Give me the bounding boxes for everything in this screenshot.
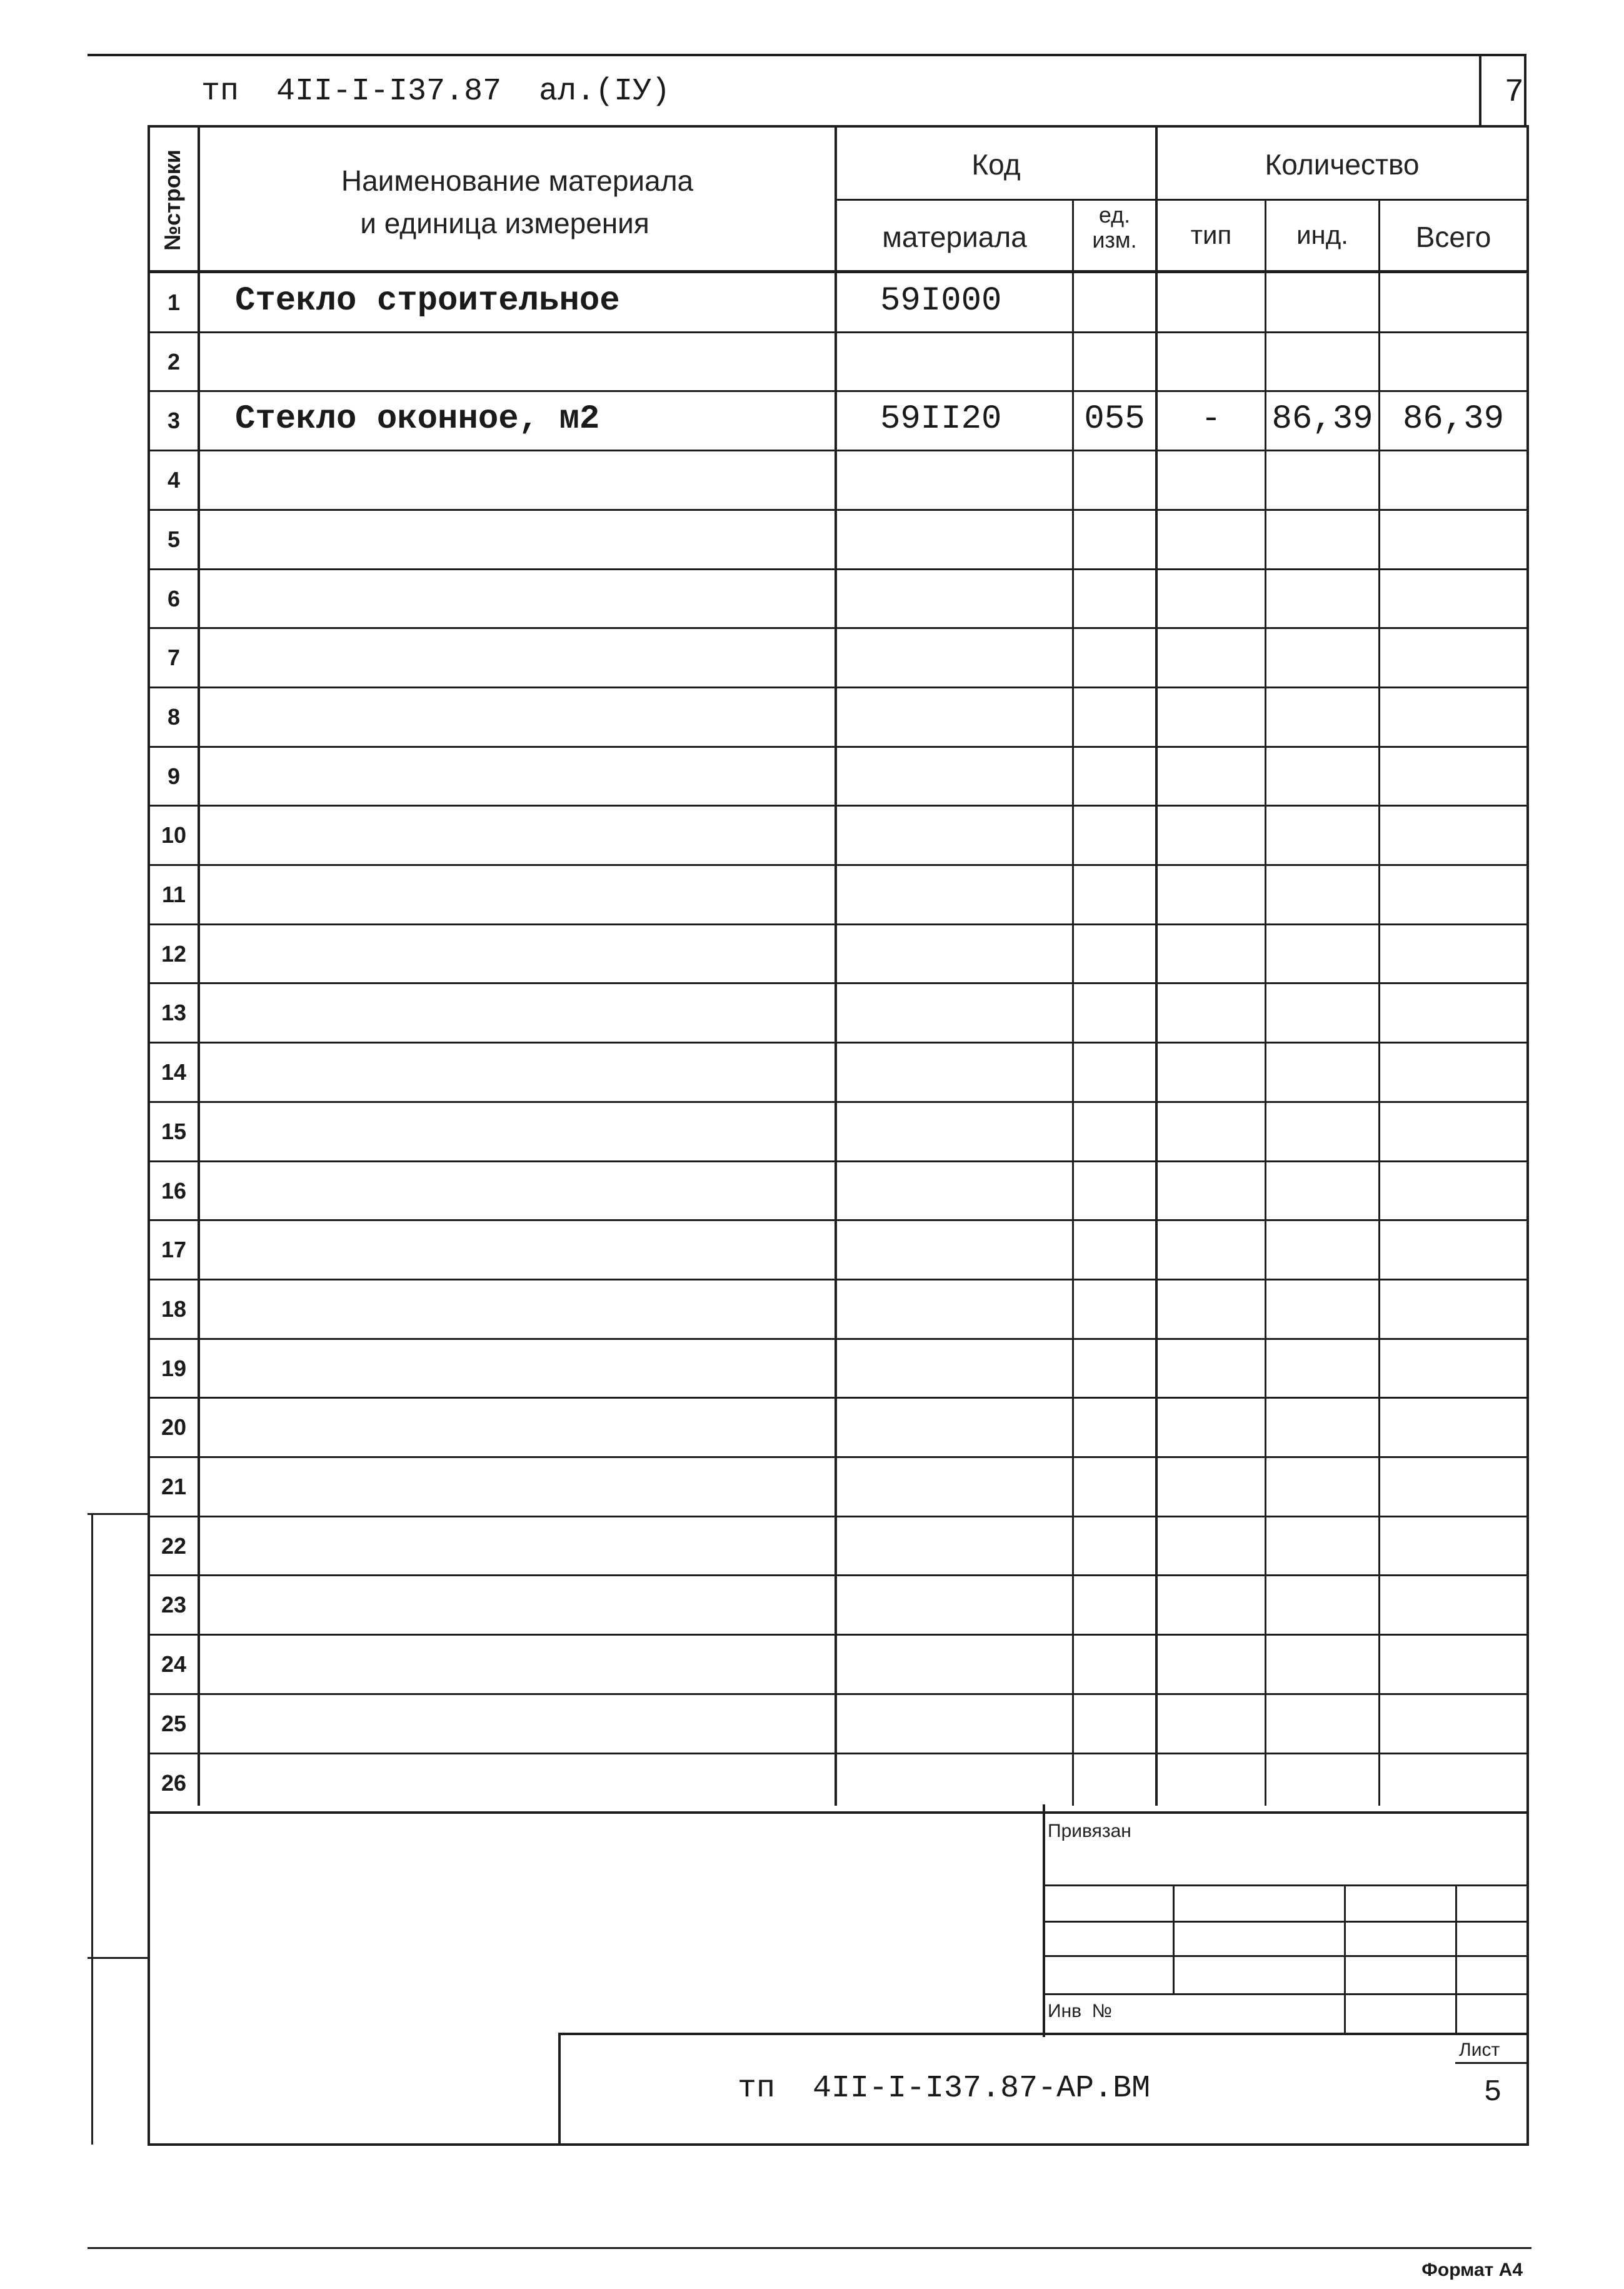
linked-label: Привязан xyxy=(1048,1821,1131,1841)
format-label: Формат А4 xyxy=(1421,2260,1523,2280)
quantity-total-header: Всего xyxy=(1415,221,1491,253)
document-code: тп 4II-I-I37.87-АР.ВМ xyxy=(738,2071,1151,2106)
material-name-header-line1: Наименование материала xyxy=(341,164,694,197)
table-row xyxy=(150,688,1526,747)
row-number: 9 xyxy=(167,763,181,789)
row-number-header: №строки xyxy=(159,149,185,251)
table-row xyxy=(150,1102,1526,1162)
row-number: 1 xyxy=(167,289,181,315)
row-number: 10 xyxy=(161,822,187,848)
unit-code-header xyxy=(1074,203,1155,253)
table-row xyxy=(150,1280,1526,1339)
table-row xyxy=(150,1398,1526,1457)
row-number: 15 xyxy=(161,1118,187,1144)
code-group-header: Код xyxy=(971,148,1021,181)
table-row xyxy=(150,925,1526,984)
quantity-ind-header: инд. xyxy=(1296,220,1348,249)
page-number: 7 xyxy=(1504,74,1524,111)
table-row xyxy=(150,1162,1526,1221)
table-row xyxy=(150,865,1526,925)
sheet-number: 5 xyxy=(1483,2076,1502,2110)
table-row xyxy=(150,510,1526,570)
material-code-cell: 59I000 xyxy=(880,282,1002,320)
row-number: 6 xyxy=(167,585,181,611)
quantity-total-cell: 86,39 xyxy=(1402,400,1505,439)
unit-code-header-line2: изм. xyxy=(1092,227,1137,253)
quantity-type-cell: - xyxy=(1201,400,1221,439)
row-number: 19 xyxy=(161,1355,187,1381)
table-row xyxy=(150,747,1526,807)
row-number: 12 xyxy=(161,940,187,967)
table-row xyxy=(150,451,1526,510)
quantity-ind-cell: 86,39 xyxy=(1271,400,1373,439)
table-row xyxy=(150,1339,1526,1399)
table-row xyxy=(150,806,1526,865)
row-number: 18 xyxy=(161,1295,187,1322)
document-top-title: тп 4II-I-I37.87 ал.(IУ) xyxy=(201,74,671,109)
row-number: 14 xyxy=(161,1059,187,1085)
quantity-group-header: Количество xyxy=(1265,148,1420,181)
unit-code-cell: 055 xyxy=(1084,400,1145,439)
unit-code-header-line1: ед. xyxy=(1098,202,1131,228)
table-row xyxy=(150,1694,1526,1754)
table-row xyxy=(150,333,1526,392)
row-number: 2 xyxy=(167,348,181,375)
table-row xyxy=(150,1635,1526,1694)
row-number: 21 xyxy=(161,1474,187,1499)
row-number: 13 xyxy=(161,1000,187,1026)
material-name-cell: Стекло строительное xyxy=(235,282,620,320)
material-code-header: материала xyxy=(882,221,1027,253)
table-row xyxy=(150,1754,1526,1813)
row-number: 8 xyxy=(167,703,181,730)
row-number: 7 xyxy=(167,645,181,671)
row-number: 11 xyxy=(161,882,186,907)
material-code-cell: 59II20 xyxy=(880,400,1002,439)
row-number: 5 xyxy=(167,526,181,552)
row-number: 23 xyxy=(161,1592,187,1618)
table-row xyxy=(150,628,1526,688)
row-number: 17 xyxy=(161,1237,187,1263)
row-number: 4 xyxy=(167,467,181,493)
row-number: 25 xyxy=(161,1710,187,1736)
table-row xyxy=(150,1220,1526,1280)
material-name-header-line2: и единица измерения xyxy=(360,207,649,239)
material-name-cell: Стекло оконное, м2 xyxy=(235,400,600,439)
row-number: 16 xyxy=(161,1177,187,1204)
row-number: 24 xyxy=(161,1651,187,1678)
table-row xyxy=(150,1576,1526,1635)
quantity-type-header: тип xyxy=(1190,220,1232,249)
row-number: 20 xyxy=(161,1414,187,1441)
table-row xyxy=(150,984,1526,1043)
table-row xyxy=(150,570,1526,629)
row-number: 3 xyxy=(167,408,181,434)
inventory-number-label: Инв № xyxy=(1048,2001,1112,2021)
row-number: 22 xyxy=(161,1532,187,1559)
sheet-label: Лист xyxy=(1459,2040,1500,2060)
table-row xyxy=(150,1457,1526,1517)
table-row xyxy=(150,1043,1526,1102)
table-row xyxy=(150,1517,1526,1576)
row-number: 26 xyxy=(161,1769,187,1796)
